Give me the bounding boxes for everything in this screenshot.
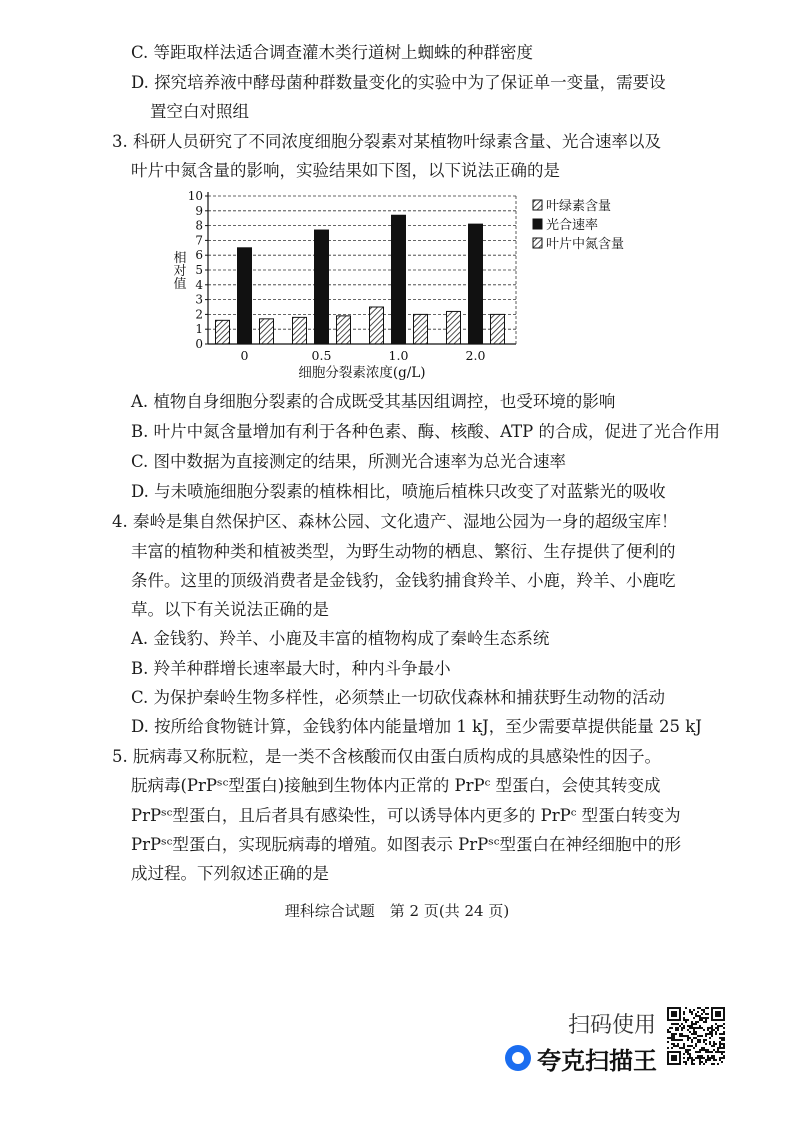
quark-logo-icon: [505, 1045, 531, 1071]
scan-prompt: 扫码使用: [568, 1013, 657, 1038]
text-line: C. 等距取样法适合调查灌木类行道树上蜘蛛的种群密度: [131, 43, 534, 62]
x-tick-label: 0: [240, 348, 249, 363]
y-tick-label: 5: [195, 263, 203, 277]
text-line: 4. 秦岭是集自然保护区、森林公园、文化遗产、湿地公园为一身的超级宝库！: [112, 512, 678, 531]
text-line: 置空白对照组: [150, 102, 249, 121]
text-line: PrPˢᶜ型蛋白，实现朊病毒的增殖。如图表示 PrPˢᶜ型蛋白在神经细胞中的形: [131, 835, 681, 854]
text-line: 叶片中氮含量的影响，实验结果如下图，以下说法正确的是: [131, 161, 560, 180]
bar-2: [491, 314, 505, 344]
x-tick-label: 2.0: [465, 348, 486, 363]
bar-1: [469, 224, 483, 344]
text-line: D. 按所给食物链计算，金钱豹体内能量增加 1 kJ，至少需要草提供能量 25 kJ: [131, 717, 702, 736]
y-tick-label: 9: [195, 203, 203, 218]
y-tick-label: 4: [195, 277, 203, 292]
text-line: PrPˢᶜ型蛋白，且后者具有感染性，可以诱导体内更多的 PrPᶜ 型蛋白转变为: [131, 806, 681, 825]
bar-2: [337, 316, 351, 344]
y-tick-label: 2: [195, 307, 203, 322]
legend-label: 叶片中氮含量: [546, 237, 625, 252]
bar-0: [216, 320, 230, 344]
qr-code-icon[interactable]: [665, 1005, 727, 1067]
x-tick-label: 0.5: [311, 348, 332, 363]
text-line: A. 金钱豹、羚羊、小鹿及丰富的植物构成了秦岭生态系统: [131, 629, 550, 648]
y-tick-label: 8: [195, 218, 203, 233]
bar-0: [447, 311, 461, 344]
y-tick-label: 7: [195, 233, 203, 248]
text-line: 丰富的植物种类和植被类型，为野生动物的栖息、繁衍、生存提供了便利的: [131, 542, 676, 561]
bar-2: [414, 314, 428, 344]
text-line: 5. 朊病毒又称朊粒，是一类不含核酸而仅由蛋白质构成的具感染性的因子。: [112, 747, 661, 766]
text-line: 朊病毒(PrPˢᶜ型蛋白)接触到生物体内正常的 PrPᶜ 型蛋白，会使其转变成: [131, 776, 661, 795]
text-line: B. 叶片中氮含量增加有利于各种色素、酶、核酸、ATP 的合成，促进了光合作用: [131, 422, 720, 441]
legend-swatch-0: [533, 200, 542, 210]
y-tick-label: 1: [195, 322, 203, 337]
legend-swatch-1: [533, 219, 542, 229]
bar-1: [315, 230, 329, 344]
text-line: 条件。这里的顶级消费者是金钱豹，金钱豹捕食羚羊、小鹿，羚羊、小鹿吃: [131, 571, 676, 590]
text-line: 成过程。下列叙述正确的是: [131, 864, 329, 883]
bar-2: [260, 319, 274, 344]
y-tick-label: 10: [187, 189, 203, 203]
y-tick-label: 6: [195, 248, 203, 263]
legend-label: 光合速率: [546, 218, 599, 233]
scanner-brand: [505, 1043, 657, 1073]
text-line: C. 图中数据为直接测定的结果，所测光合速率为总光合速率: [131, 452, 567, 471]
bar-0: [293, 317, 307, 344]
text-line: C. 为保护秦岭生物多样性，必须禁止一切砍伐森林和捕获野生动物的活动: [131, 688, 666, 707]
x-axis-label: 细胞分裂素浓度(g/L): [298, 365, 426, 381]
bar-1: [392, 215, 406, 344]
chart-svg: [168, 188, 648, 383]
text-line: D. 探究培养液中酵母菌种群数量变化的实验中为了保证单一变量，需要设: [131, 73, 666, 92]
page-footer: 理科综合试题 第 2 页(共 24 页): [284, 902, 510, 920]
brand-label: 夸克扫描王: [537, 1046, 657, 1075]
y-axis-label: 相对值: [170, 250, 186, 290]
y-tick-label: 0: [195, 337, 203, 351]
y-tick-label: 3: [195, 292, 203, 307]
x-tick-label: 1.0: [388, 348, 409, 363]
bar-chart: [168, 188, 648, 383]
text-line: 草。以下有关说法正确的是: [131, 600, 329, 619]
text-line: B. 羚羊种群增长速率最大时，种内斗争最小: [131, 659, 451, 678]
bar-0: [370, 307, 384, 344]
bar-1: [238, 248, 252, 344]
text-line: 3. 科研人员研究了不同浓度细胞分裂素对某植物叶绿素含量、光合速率以及: [112, 132, 661, 151]
text-line: D. 与未喷施细胞分裂素的植株相比，喷施后植株只改变了对蓝紫光的吸收: [131, 482, 666, 501]
text-line: A. 植物自身细胞分裂素的合成既受其基因组调控，也受环境的影响: [131, 392, 616, 411]
legend-label: 叶绿素含量: [546, 199, 612, 214]
legend-swatch-2: [533, 238, 542, 248]
